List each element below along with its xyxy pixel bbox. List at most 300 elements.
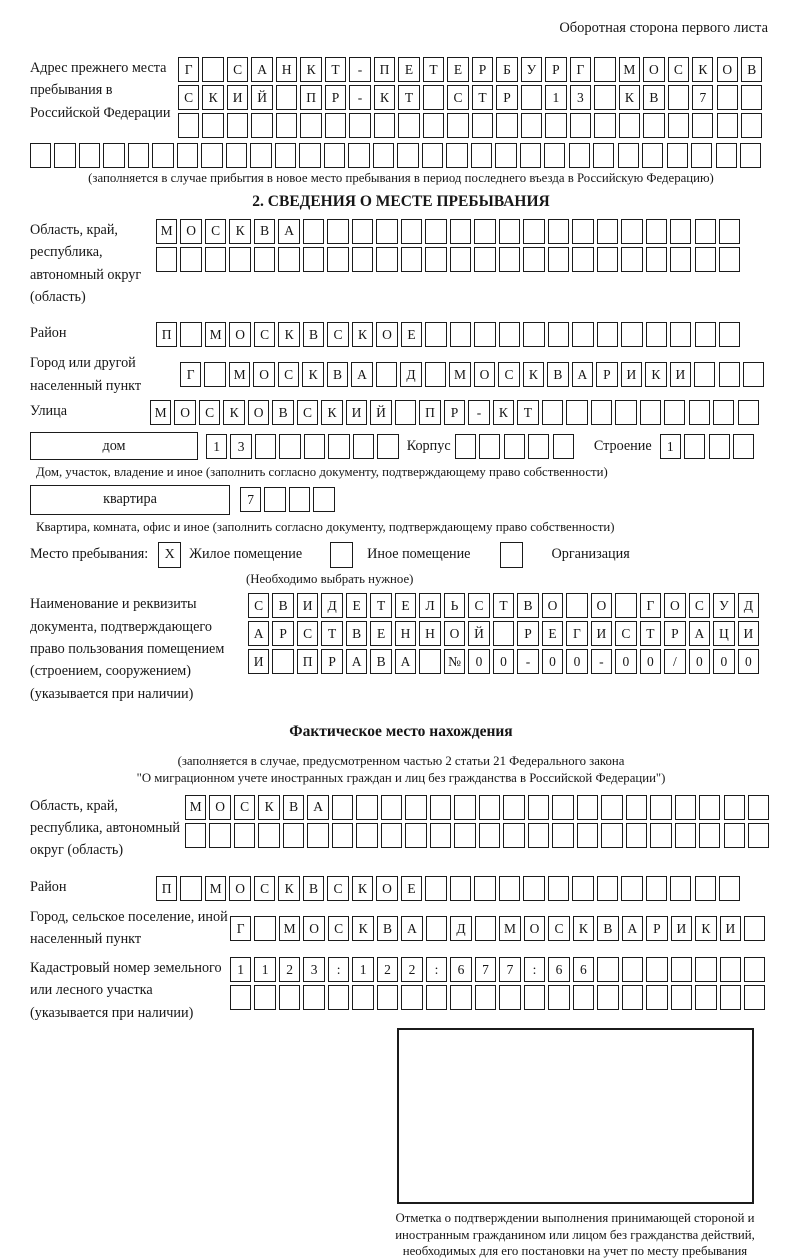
char-cell[interactable]: 1: [230, 957, 251, 982]
char-cell[interactable]: У: [521, 57, 542, 82]
char-cell[interactable]: [748, 795, 769, 820]
char-cell[interactable]: [313, 487, 334, 512]
char-cell[interactable]: [521, 113, 542, 138]
char-cell[interactable]: Б: [496, 57, 517, 82]
char-cell[interactable]: [152, 143, 173, 168]
char-cell[interactable]: [744, 957, 765, 982]
char-cell[interactable]: [474, 247, 495, 272]
char-cell[interactable]: Г: [230, 916, 251, 941]
char-cell[interactable]: [646, 322, 667, 347]
char-cell[interactable]: [475, 916, 496, 941]
char-cell[interactable]: С: [254, 876, 275, 901]
char-cell[interactable]: [523, 219, 544, 244]
char-cell[interactable]: С: [297, 400, 318, 425]
char-cell[interactable]: [741, 113, 762, 138]
char-cell[interactable]: П: [374, 57, 395, 82]
char-cell[interactable]: В: [303, 876, 324, 901]
char-cell[interactable]: [479, 823, 500, 848]
char-cell[interactable]: С: [689, 593, 710, 618]
char-cell[interactable]: С: [327, 322, 348, 347]
char-cell[interactable]: [717, 113, 738, 138]
char-cell[interactable]: П: [300, 85, 321, 110]
char-cell[interactable]: 3: [303, 957, 324, 982]
char-cell[interactable]: [573, 985, 594, 1010]
char-cell[interactable]: Й: [370, 400, 391, 425]
char-cell[interactable]: [307, 823, 328, 848]
char-cell[interactable]: В: [377, 916, 398, 941]
char-cell[interactable]: [276, 113, 297, 138]
char-cell[interactable]: [255, 434, 276, 459]
char-cell[interactable]: [376, 362, 397, 387]
char-cell[interactable]: Н: [419, 621, 440, 646]
char-cell[interactable]: А: [572, 362, 593, 387]
char-cell[interactable]: Р: [646, 916, 667, 941]
char-cell[interactable]: 6: [450, 957, 471, 982]
char-cell[interactable]: У: [713, 593, 734, 618]
stay-option-other-premises-checkbox[interactable]: [330, 542, 353, 568]
char-cell[interactable]: [254, 985, 275, 1010]
char-cell[interactable]: [597, 322, 618, 347]
char-cell[interactable]: [332, 795, 353, 820]
char-cell[interactable]: [621, 219, 642, 244]
char-cell[interactable]: С: [468, 593, 489, 618]
char-cell[interactable]: [405, 795, 426, 820]
char-cell[interactable]: Т: [472, 85, 493, 110]
char-cell[interactable]: [570, 113, 591, 138]
char-cell[interactable]: О: [303, 916, 324, 941]
char-cell[interactable]: [650, 795, 671, 820]
char-cell[interactable]: [289, 487, 310, 512]
char-cell[interactable]: -: [591, 649, 612, 674]
char-cell[interactable]: [670, 322, 691, 347]
char-cell[interactable]: [691, 143, 712, 168]
char-cell[interactable]: К: [645, 362, 666, 387]
char-cell[interactable]: [426, 985, 447, 1010]
char-cell[interactable]: [276, 85, 297, 110]
char-cell[interactable]: Р: [321, 649, 342, 674]
char-cell[interactable]: О: [444, 621, 465, 646]
char-cell[interactable]: [626, 823, 647, 848]
char-cell[interactable]: О: [180, 219, 201, 244]
char-cell[interactable]: А: [622, 916, 643, 941]
char-cell[interactable]: Г: [178, 57, 199, 82]
char-cell[interactable]: [202, 113, 223, 138]
char-cell[interactable]: Р: [545, 57, 566, 82]
char-cell[interactable]: [646, 219, 667, 244]
char-cell[interactable]: Р: [517, 621, 538, 646]
char-cell[interactable]: [398, 113, 419, 138]
char-cell[interactable]: [258, 823, 279, 848]
char-cell[interactable]: Г: [180, 362, 201, 387]
char-cell[interactable]: -: [349, 57, 370, 82]
char-cell[interactable]: В: [643, 85, 664, 110]
char-cell[interactable]: [493, 621, 514, 646]
char-cell[interactable]: [670, 247, 691, 272]
char-cell[interactable]: [430, 795, 451, 820]
char-cell[interactable]: [180, 876, 201, 901]
char-cell[interactable]: 1: [206, 434, 227, 459]
char-cell[interactable]: [548, 985, 569, 1010]
char-cell[interactable]: [572, 219, 593, 244]
char-cell[interactable]: В: [370, 649, 391, 674]
char-cell[interactable]: [454, 823, 475, 848]
char-cell[interactable]: О: [174, 400, 195, 425]
char-cell[interactable]: [356, 823, 377, 848]
char-cell[interactable]: 7: [499, 957, 520, 982]
char-cell[interactable]: [450, 322, 471, 347]
char-cell[interactable]: [303, 985, 324, 1010]
char-cell[interactable]: [695, 219, 716, 244]
char-cell[interactable]: 1: [352, 957, 373, 982]
char-cell[interactable]: -: [468, 400, 489, 425]
char-cell[interactable]: [304, 434, 325, 459]
char-cell[interactable]: [719, 362, 740, 387]
char-cell[interactable]: [523, 322, 544, 347]
char-cell[interactable]: [720, 957, 741, 982]
char-cell[interactable]: [455, 434, 476, 459]
char-cell[interactable]: А: [395, 649, 416, 674]
char-cell[interactable]: М: [619, 57, 640, 82]
char-cell[interactable]: [454, 795, 475, 820]
char-cell[interactable]: [202, 57, 223, 82]
char-cell[interactable]: [229, 247, 250, 272]
char-cell[interactable]: [327, 247, 348, 272]
apartment-box[interactable]: квартира: [30, 485, 230, 515]
char-cell[interactable]: [353, 434, 374, 459]
char-cell[interactable]: [79, 143, 100, 168]
char-cell[interactable]: [675, 823, 696, 848]
char-cell[interactable]: [499, 876, 520, 901]
char-cell[interactable]: [328, 434, 349, 459]
char-cell[interactable]: [352, 247, 373, 272]
char-cell[interactable]: М: [499, 916, 520, 941]
char-cell[interactable]: [205, 247, 226, 272]
char-cell[interactable]: [692, 113, 713, 138]
char-cell[interactable]: 0: [566, 649, 587, 674]
char-cell[interactable]: В: [254, 219, 275, 244]
char-cell[interactable]: [425, 362, 446, 387]
char-cell[interactable]: [499, 219, 520, 244]
char-cell[interactable]: О: [229, 876, 250, 901]
char-cell[interactable]: 0: [640, 649, 661, 674]
char-cell[interactable]: [744, 916, 765, 941]
char-cell[interactable]: [591, 400, 612, 425]
char-cell[interactable]: [548, 219, 569, 244]
char-cell[interactable]: И: [671, 916, 692, 941]
char-cell[interactable]: [209, 823, 230, 848]
char-cell[interactable]: [328, 985, 349, 1010]
char-cell[interactable]: И: [248, 649, 269, 674]
char-cell[interactable]: Е: [542, 621, 563, 646]
char-cell[interactable]: [447, 113, 468, 138]
char-cell[interactable]: [376, 247, 397, 272]
char-cell[interactable]: [601, 823, 622, 848]
char-cell[interactable]: [503, 823, 524, 848]
char-cell[interactable]: [303, 219, 324, 244]
char-cell[interactable]: [180, 247, 201, 272]
char-cell[interactable]: [542, 400, 563, 425]
char-cell[interactable]: К: [202, 85, 223, 110]
char-cell[interactable]: Т: [517, 400, 538, 425]
char-cell[interactable]: С: [178, 85, 199, 110]
char-cell[interactable]: Д: [400, 362, 421, 387]
char-cell[interactable]: [381, 823, 402, 848]
char-cell[interactable]: 0: [738, 649, 759, 674]
char-cell[interactable]: :: [426, 957, 447, 982]
char-cell[interactable]: [264, 487, 285, 512]
char-cell[interactable]: С: [498, 362, 519, 387]
char-cell[interactable]: С: [234, 795, 255, 820]
char-cell[interactable]: [650, 823, 671, 848]
char-cell[interactable]: [566, 593, 587, 618]
char-cell[interactable]: [178, 113, 199, 138]
char-cell[interactable]: 7: [475, 957, 496, 982]
char-cell[interactable]: Д: [738, 593, 759, 618]
char-cell[interactable]: К: [278, 322, 299, 347]
char-cell[interactable]: К: [573, 916, 594, 941]
char-cell[interactable]: В: [283, 795, 304, 820]
char-cell[interactable]: [156, 247, 177, 272]
char-cell[interactable]: [230, 985, 251, 1010]
char-cell[interactable]: [719, 247, 740, 272]
char-cell[interactable]: [419, 649, 440, 674]
char-cell[interactable]: [254, 916, 275, 941]
char-cell[interactable]: Р: [596, 362, 617, 387]
char-cell[interactable]: [324, 143, 345, 168]
char-cell[interactable]: [719, 876, 740, 901]
char-cell[interactable]: С: [205, 219, 226, 244]
char-cell[interactable]: О: [253, 362, 274, 387]
char-cell[interactable]: [642, 143, 663, 168]
char-cell[interactable]: Е: [447, 57, 468, 82]
char-cell[interactable]: [30, 143, 51, 168]
char-cell[interactable]: [279, 434, 300, 459]
char-cell[interactable]: [325, 113, 346, 138]
char-cell[interactable]: [450, 876, 471, 901]
char-cell[interactable]: И: [227, 85, 248, 110]
char-cell[interactable]: И: [297, 593, 318, 618]
char-cell[interactable]: [544, 143, 565, 168]
char-cell[interactable]: Н: [276, 57, 297, 82]
char-cell[interactable]: [474, 876, 495, 901]
char-cell[interactable]: [185, 823, 206, 848]
char-cell[interactable]: [675, 795, 696, 820]
char-cell[interactable]: [695, 247, 716, 272]
char-cell[interactable]: [594, 57, 615, 82]
char-cell[interactable]: [717, 85, 738, 110]
char-cell[interactable]: [377, 985, 398, 1010]
char-cell[interactable]: К: [619, 85, 640, 110]
char-cell[interactable]: Р: [472, 57, 493, 82]
char-cell[interactable]: И: [346, 400, 367, 425]
char-cell[interactable]: [349, 113, 370, 138]
char-cell[interactable]: [520, 143, 541, 168]
char-cell[interactable]: К: [523, 362, 544, 387]
char-cell[interactable]: С: [297, 621, 318, 646]
char-cell[interactable]: [668, 113, 689, 138]
char-cell[interactable]: С: [254, 322, 275, 347]
char-cell[interactable]: 0: [542, 649, 563, 674]
char-cell[interactable]: А: [689, 621, 710, 646]
char-cell[interactable]: -: [349, 85, 370, 110]
char-cell[interactable]: [743, 362, 764, 387]
char-cell[interactable]: В: [327, 362, 348, 387]
char-cell[interactable]: 6: [573, 957, 594, 982]
char-cell[interactable]: [279, 985, 300, 1010]
char-cell[interactable]: [713, 400, 734, 425]
char-cell[interactable]: [446, 143, 467, 168]
char-cell[interactable]: [684, 434, 705, 459]
char-cell[interactable]: [689, 400, 710, 425]
char-cell[interactable]: [671, 957, 692, 982]
char-cell[interactable]: П: [156, 322, 177, 347]
char-cell[interactable]: 0: [615, 649, 636, 674]
stay-option-residential-checkbox[interactable]: X: [158, 542, 181, 568]
char-cell[interactable]: [283, 823, 304, 848]
char-cell[interactable]: О: [376, 322, 397, 347]
char-cell[interactable]: М: [205, 876, 226, 901]
char-cell[interactable]: [397, 143, 418, 168]
char-cell[interactable]: О: [229, 322, 250, 347]
char-cell[interactable]: А: [248, 621, 269, 646]
char-cell[interactable]: И: [738, 621, 759, 646]
char-cell[interactable]: [615, 400, 636, 425]
char-cell[interactable]: [552, 795, 573, 820]
char-cell[interactable]: 3: [570, 85, 591, 110]
char-cell[interactable]: [376, 219, 397, 244]
char-cell[interactable]: Е: [395, 593, 416, 618]
char-cell[interactable]: 1: [254, 957, 275, 982]
char-cell[interactable]: К: [352, 916, 373, 941]
char-cell[interactable]: [425, 219, 446, 244]
char-cell[interactable]: [275, 143, 296, 168]
char-cell[interactable]: Т: [423, 57, 444, 82]
char-cell[interactable]: [594, 113, 615, 138]
char-cell[interactable]: [472, 113, 493, 138]
char-cell[interactable]: [300, 113, 321, 138]
char-cell[interactable]: [664, 400, 685, 425]
char-cell[interactable]: О: [209, 795, 230, 820]
char-cell[interactable]: [374, 113, 395, 138]
char-cell[interactable]: Т: [321, 621, 342, 646]
char-cell[interactable]: 1: [660, 434, 681, 459]
char-cell[interactable]: [272, 649, 293, 674]
char-cell[interactable]: О: [664, 593, 685, 618]
char-cell[interactable]: [128, 143, 149, 168]
char-cell[interactable]: Р: [272, 621, 293, 646]
char-cell[interactable]: №: [444, 649, 465, 674]
char-cell[interactable]: М: [279, 916, 300, 941]
char-cell[interactable]: Т: [640, 621, 661, 646]
char-cell[interactable]: [643, 113, 664, 138]
char-cell[interactable]: Г: [570, 57, 591, 82]
char-cell[interactable]: [615, 593, 636, 618]
char-cell[interactable]: [177, 143, 198, 168]
char-cell[interactable]: [278, 247, 299, 272]
char-cell[interactable]: В: [272, 593, 293, 618]
char-cell[interactable]: В: [597, 916, 618, 941]
char-cell[interactable]: И: [720, 916, 741, 941]
char-cell[interactable]: [619, 113, 640, 138]
char-cell[interactable]: К: [321, 400, 342, 425]
char-cell[interactable]: 0: [493, 649, 514, 674]
char-cell[interactable]: Т: [398, 85, 419, 110]
char-cell[interactable]: [523, 876, 544, 901]
char-cell[interactable]: [552, 823, 573, 848]
char-cell[interactable]: [646, 985, 667, 1010]
char-cell[interactable]: [426, 916, 447, 941]
char-cell[interactable]: 2: [401, 957, 422, 982]
char-cell[interactable]: [553, 434, 574, 459]
char-cell[interactable]: [103, 143, 124, 168]
stay-option-organization-checkbox[interactable]: [500, 542, 523, 568]
char-cell[interactable]: [254, 247, 275, 272]
char-cell[interactable]: [303, 247, 324, 272]
char-cell[interactable]: [332, 823, 353, 848]
char-cell[interactable]: [695, 876, 716, 901]
char-cell[interactable]: [528, 434, 549, 459]
char-cell[interactable]: Т: [493, 593, 514, 618]
char-cell[interactable]: Р: [496, 85, 517, 110]
char-cell[interactable]: [499, 247, 520, 272]
char-cell[interactable]: [733, 434, 754, 459]
char-cell[interactable]: В: [547, 362, 568, 387]
char-cell[interactable]: [724, 823, 745, 848]
char-cell[interactable]: [450, 219, 471, 244]
char-cell[interactable]: [204, 362, 225, 387]
char-cell[interactable]: [601, 795, 622, 820]
char-cell[interactable]: [352, 219, 373, 244]
confirmation-mark-box[interactable]: [397, 1028, 754, 1204]
char-cell[interactable]: [405, 823, 426, 848]
char-cell[interactable]: [577, 795, 598, 820]
char-cell[interactable]: /: [664, 649, 685, 674]
char-cell[interactable]: :: [524, 957, 545, 982]
char-cell[interactable]: [724, 795, 745, 820]
char-cell[interactable]: [474, 219, 495, 244]
char-cell[interactable]: [572, 876, 593, 901]
char-cell[interactable]: [425, 247, 446, 272]
char-cell[interactable]: Д: [450, 916, 471, 941]
char-cell[interactable]: К: [374, 85, 395, 110]
char-cell[interactable]: М: [156, 219, 177, 244]
char-cell[interactable]: [695, 957, 716, 982]
char-cell[interactable]: [503, 795, 524, 820]
char-cell[interactable]: 0: [713, 649, 734, 674]
char-cell[interactable]: 2: [377, 957, 398, 982]
char-cell[interactable]: [479, 795, 500, 820]
char-cell[interactable]: К: [300, 57, 321, 82]
char-cell[interactable]: [719, 219, 740, 244]
char-cell[interactable]: [523, 247, 544, 272]
char-cell[interactable]: К: [493, 400, 514, 425]
char-cell[interactable]: [738, 400, 759, 425]
char-cell[interactable]: [622, 957, 643, 982]
char-cell[interactable]: [499, 322, 520, 347]
char-cell[interactable]: Л: [419, 593, 440, 618]
char-cell[interactable]: [670, 219, 691, 244]
char-cell[interactable]: [381, 795, 402, 820]
char-cell[interactable]: [496, 113, 517, 138]
char-cell[interactable]: О: [643, 57, 664, 82]
char-cell[interactable]: [524, 985, 545, 1010]
char-cell[interactable]: [545, 113, 566, 138]
char-cell[interactable]: [395, 400, 416, 425]
char-cell[interactable]: [548, 247, 569, 272]
char-cell[interactable]: М: [150, 400, 171, 425]
char-cell[interactable]: О: [591, 593, 612, 618]
char-cell[interactable]: [670, 876, 691, 901]
